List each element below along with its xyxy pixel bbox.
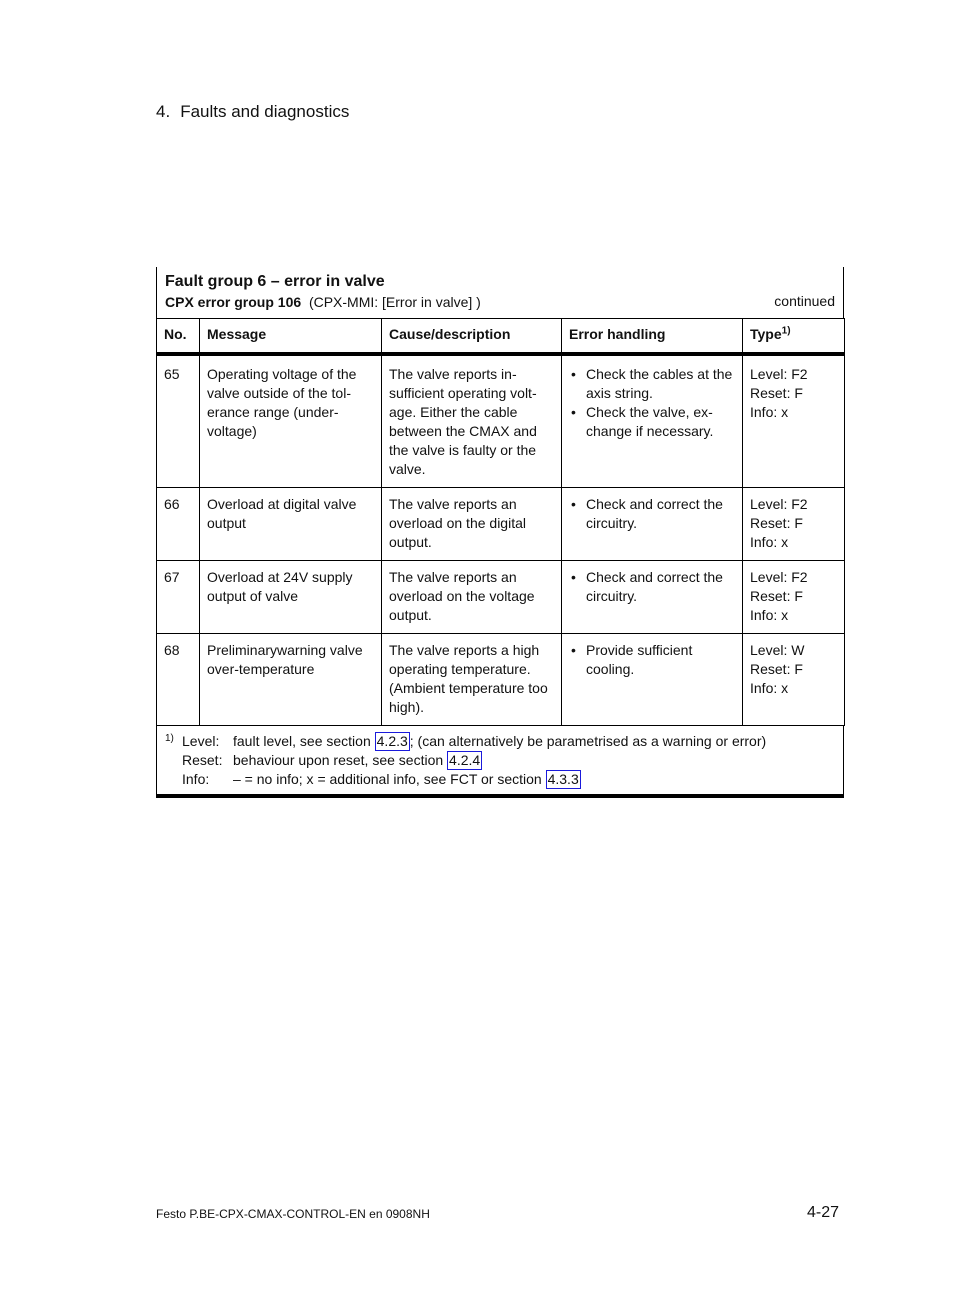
footnote-reset-text: behaviour upon reset, see section 4.2.4 [233,752,481,768]
footnote-info-text: – = no info; x = additional info, see FCT or section 4.3.3 [233,771,579,787]
type-level: Level: F2 [750,366,808,382]
chapter-heading [156,102,349,122]
row-message: Preliminarywarning valve over-temperature [200,634,382,726]
table-header-row [157,319,845,355]
handling-step: • Check and correct the circuitry. [569,568,735,606]
row-handling [562,354,743,488]
footnote-info-key: Info: [182,771,210,787]
col-type: Type$^{1)}$ [743,319,845,355]
row-message: Operating voltage of the valve outside of the tolerance range (undervoltage) [200,354,382,488]
type-reset: Reset: F [750,385,803,401]
row-no: 66 [157,488,200,561]
type-info: Info: x [750,404,789,420]
table-header-block [156,267,844,318]
section-link-4-3-3[interactable]: 4.3.3 [547,771,579,787]
row-message: Overload at digital valve output [200,488,382,561]
row-no: 65 [157,354,200,488]
section-link-4-2-3[interactable]: 4.2.3 [376,733,408,749]
row-handling [562,488,743,561]
type-reset: Reset: F [750,588,803,604]
row-type [743,488,845,561]
footnote-level-key: Level: [182,733,220,749]
section-link-4-2-4[interactable]: 4.2.4 [449,752,481,768]
type-reset: Reset: F [750,515,803,531]
error-group-label: CPX error group 106 [165,294,302,310]
document-footer: Festo P.BE-CPX-CMAX-CONTROL-EN en 0908NH [156,1207,430,1221]
fault-table [156,267,844,798]
table-footnote [156,726,844,798]
row-type [743,634,845,726]
footnote-level-text: fault level, see section 4.2.3 ; (can alternatively be parametrised as a warning or error) [233,733,767,749]
error-group-mmi: (CPX-MMI: [Error in valve] ) [308,294,481,310]
continued-label: continued [774,293,835,309]
page-number: 4-27 [806,1204,839,1221]
row-cause: The valve reports an overload on the digital output. [382,488,562,561]
fault-list [156,318,845,726]
table-row [157,561,845,634]
row-type [743,561,845,634]
type-info: Info: x [750,680,789,696]
col-cause: Cause/description [382,319,562,355]
type-info: Info: x [750,534,789,550]
table-row [157,634,845,726]
handling-step: • Provide sufficient cooling. [569,641,735,679]
table-row [157,354,845,488]
chapter-title: Faults and diagnostics [180,102,350,121]
type-level: Level: F2 [750,569,808,585]
type-info: Info: x [750,607,789,623]
row-no: 67 [157,561,200,634]
table-subtitle [165,294,835,310]
col-no: No. [157,319,200,355]
handling-step: • Check and correct the circuitry. [569,495,735,533]
footnote-reset-key: Reset: [182,752,223,768]
type-level: Level: W [750,642,805,658]
row-message: Overload at 24V supply output of valve [200,561,382,634]
type-level: Level: F2 [750,496,808,512]
row-cause: The valve reports an overload on the voltage output. [382,561,562,634]
handling-step: • Check the valve, exchange if necessary. [569,403,735,441]
footnote-ref: 1) [781,325,791,337]
type-reset: Reset: F [750,661,803,677]
handling-step: • Check the cables at the axis string. [569,365,735,403]
row-cause: The valve reports insufficient operating voltage. Either the cable between the CMAX and the valve is faulty or the valve. [382,354,562,488]
row-type [743,354,845,488]
table-title: Fault group 6 – error in valve [165,273,385,290]
chapter-number: 4. [156,102,171,121]
footnote-mark: 1) [165,733,174,744]
row-handling [562,561,743,634]
table-row [157,488,845,561]
col-handling: Error handling [562,319,743,355]
row-cause: The valve reports a high operating temperature. (Ambient temperature too high). [382,634,562,726]
row-handling [562,634,743,726]
row-no: 68 [157,634,200,726]
col-message: Message [200,319,382,355]
